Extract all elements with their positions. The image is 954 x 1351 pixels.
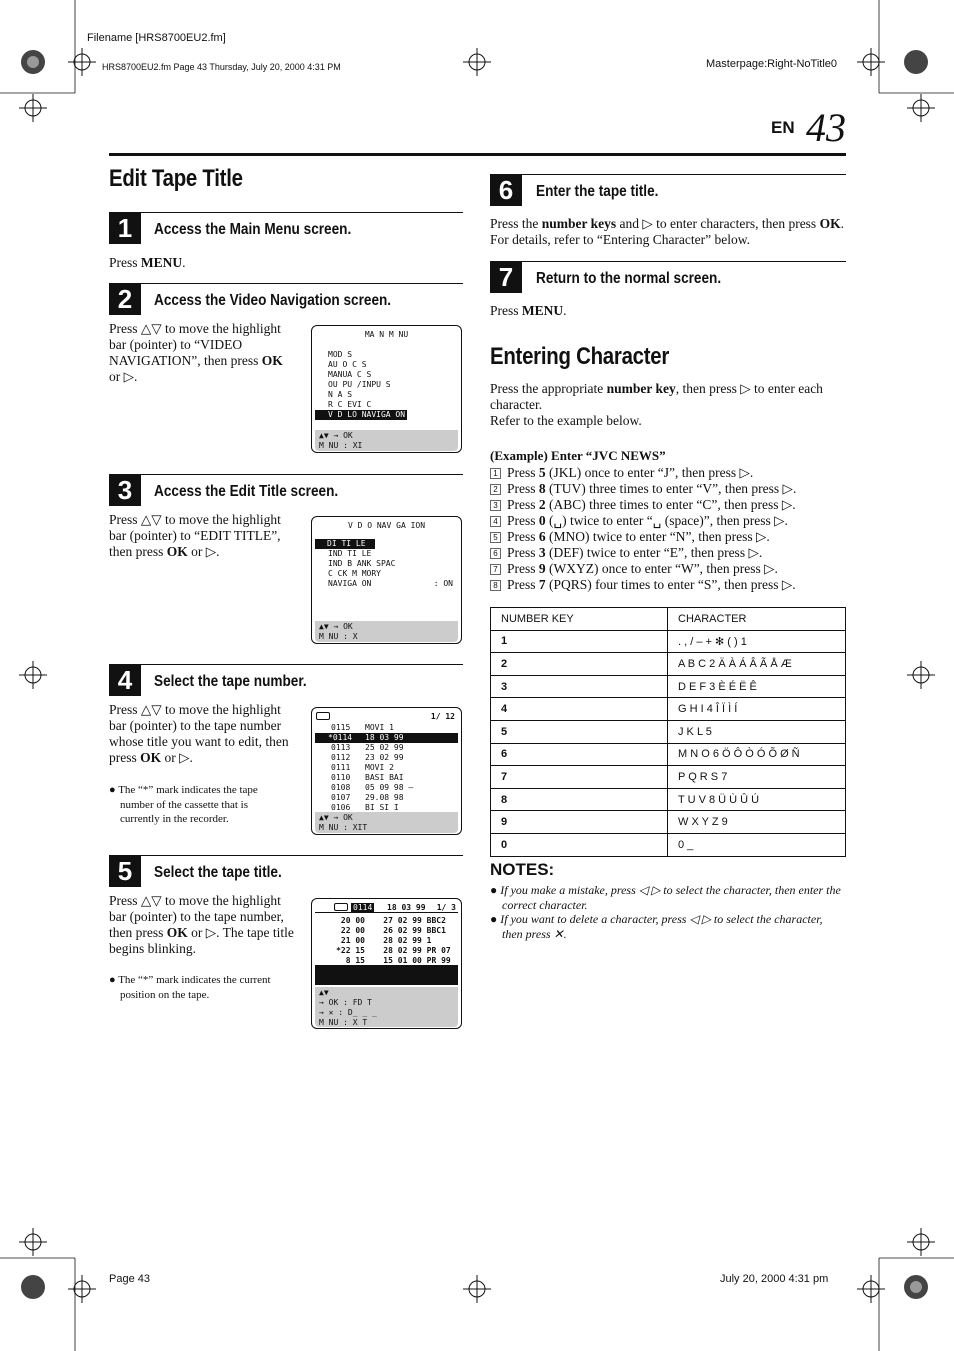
- screen-title: V D O NAV GA ION: [347, 521, 426, 530]
- tape-title: BASI BAI: [365, 773, 404, 782]
- number-key-cell: 5: [491, 720, 668, 743]
- character-cell: G H I 4 Î Ï Ì Í: [668, 698, 846, 721]
- menu-line: AU O C S: [328, 360, 367, 369]
- help-line: ▲▼ → OK: [319, 813, 353, 822]
- step-2-text: Press △▽ to move the highlight bar (pointer) to “VIDEO NAVIGATION”, then press OK or ▷.: [109, 321, 283, 384]
- date-footer: July 20, 2000 4:31 pm: [720, 1273, 829, 1285]
- step-5-number: 5: [109, 855, 141, 887]
- page-count: 1/ 12: [430, 712, 455, 721]
- step-6-rule: [490, 174, 846, 175]
- step-3-rule: [109, 474, 463, 475]
- tape-number: 0106: [331, 803, 351, 812]
- tape-info-header: [315, 903, 458, 913]
- table-row: [491, 811, 846, 834]
- tape-date: 18 03 99: [387, 903, 426, 912]
- tape-title: MOVI 1: [365, 723, 394, 732]
- screen-help-bar: [315, 621, 458, 642]
- tape-title: 23 02 99: [365, 753, 404, 762]
- menu-line: IND TI LE: [328, 549, 372, 558]
- character-cell: M N O 6 Ö Ô Ò Ó Õ Ø Ñ: [668, 743, 846, 766]
- program-channel: PR 07: [426, 946, 451, 955]
- tape-title: MOVI 2: [365, 763, 394, 772]
- section-title: Entering Character: [490, 343, 670, 370]
- tape-number: 0110: [331, 773, 351, 782]
- number-key-cell: 8: [491, 788, 668, 811]
- character-cell: 0 _: [668, 833, 846, 856]
- program-channel: 1: [426, 936, 432, 945]
- menu-highlight: V D LO NAVIGA ON: [315, 410, 407, 420]
- step-1-title: Access the Main Menu screen.: [154, 221, 352, 238]
- menu-line: OU PU /INPU S: [328, 380, 391, 389]
- table-header: CHARACTER: [668, 608, 846, 631]
- number-key-cell: 9: [491, 811, 668, 834]
- help-line: → OK : FD T: [319, 998, 372, 1007]
- character-cell: T U V 8 Ü Ù Û Ú: [668, 788, 846, 811]
- tape-number: 0112: [331, 753, 351, 762]
- tape-number: 0107: [331, 793, 351, 802]
- tape-title: 05 09 98 –: [365, 783, 414, 792]
- menu-line: N A S: [328, 390, 353, 399]
- help-line: M NU : XIT: [319, 823, 368, 832]
- table-row: [491, 698, 846, 721]
- program-channel: PR 99: [426, 956, 451, 965]
- tape-number: 0108: [331, 783, 351, 792]
- help-line: ▲▼ → OK: [319, 622, 353, 631]
- character-cell: P Q R S 7: [668, 766, 846, 789]
- screen-help-bar: [315, 812, 458, 833]
- table-row: [491, 675, 846, 698]
- help-line: ▲▼ → OK: [319, 431, 353, 440]
- tape-number: 0111: [331, 763, 351, 772]
- character-cell: . , / – + ✻ ( ) 1: [668, 630, 846, 653]
- tape-title: BI SI I: [365, 803, 399, 812]
- help-line: M NU : X: [319, 632, 358, 641]
- screen-tape-title: [311, 898, 462, 1029]
- step-7-rule: [490, 261, 846, 262]
- table-row: [491, 788, 846, 811]
- program-time: *22 15: [336, 946, 365, 955]
- number-key-cell: 1: [491, 630, 668, 653]
- table-row: [491, 653, 846, 676]
- table-row: [491, 630, 846, 653]
- program-date: 15 01 00: [383, 956, 422, 965]
- step-3-title: Access the Edit Title screen.: [154, 483, 339, 500]
- example-step: 8 Press 7 (PQRS) four times to enter “S”, then press ▷.: [490, 577, 850, 593]
- number-key-cell: 7: [491, 766, 668, 789]
- program-date: 26 02 99: [383, 926, 422, 935]
- step-2-title: Access the Video Navigation screen.: [154, 292, 392, 309]
- filename-label: Filename [HRS8700EU2.fm]: [87, 32, 226, 44]
- step-1-rule: [109, 212, 463, 213]
- character-table: [490, 607, 846, 857]
- screen-title: MA N M NU: [364, 330, 409, 339]
- example-list: [490, 465, 850, 593]
- program-channel: BBC2: [426, 916, 446, 925]
- step-3-number: 3: [109, 474, 141, 506]
- step-6-text: Press the number keys and ▷ to enter characters, then press OK. For details, refer to “Entering Character” below.: [490, 216, 844, 247]
- example-step: 4 Press 0 (␣) twice to enter “␣ (space)”, then press ▷.: [490, 513, 850, 529]
- character-cell: D E F 3 È É Ë Ê: [668, 675, 846, 698]
- program-channel: BBC1: [426, 926, 446, 935]
- program-date: 28 02 99: [383, 936, 422, 945]
- step-3-text: Press △▽ to move the highlight bar (pointer) to “EDIT TITLE”, then press OK or ▷.: [109, 512, 281, 559]
- example-step: 7 Press 9 (WXYZ) once to enter “W”, then press ▷.: [490, 561, 850, 577]
- help-line: ▲▼: [319, 988, 329, 997]
- step-1-text: Press MENU.: [109, 255, 186, 270]
- example-step: 2 Press 8 (TUV) three times to enter “V”, then press ▷.: [490, 481, 850, 497]
- help-line: → ✕ : D_ _ _: [319, 1008, 377, 1017]
- menu-line: IND B ANK SPAC: [328, 559, 396, 568]
- menu-line: MANUA C S: [328, 370, 372, 379]
- step-6-title: Enter the tape title.: [536, 183, 659, 200]
- program-time: 8 15: [345, 956, 365, 965]
- step-5-title: Select the tape title.: [154, 864, 282, 881]
- fileinfo-label: HRS8700EU2.fm Page 43 Thursday, July 20, 2000 4:31 PM: [102, 62, 341, 72]
- step-7-title: Return to the normal screen.: [536, 270, 722, 287]
- character-cell: W X Y Z 9: [668, 811, 846, 834]
- table-row: [491, 766, 846, 789]
- screen-main-menu: [311, 325, 462, 453]
- example-step: 5 Press 6 (MNO) twice to enter “N”, then press ▷.: [490, 529, 850, 545]
- table-header-row: [491, 608, 846, 631]
- number-key-cell: 6: [491, 743, 668, 766]
- table-header: NUMBER KEY: [491, 608, 668, 631]
- tape-title: 18 03 99: [365, 733, 404, 742]
- tape-icon: [334, 903, 348, 911]
- tape-number: 0114: [353, 903, 373, 912]
- step-2-number: 2: [109, 283, 141, 315]
- note-item: ● If you make a mistake, press ◁ ▷ to select the character, then enter the correct character.: [490, 883, 841, 912]
- program-date: 28 02 99: [383, 946, 422, 955]
- number-key-cell: 0: [491, 833, 668, 856]
- character-cell: A B C 2 Ä À Á Â Ã Å Æ: [668, 653, 846, 676]
- tape-icon: [316, 712, 330, 720]
- tape-title: 25 02 99: [365, 743, 404, 752]
- example-title: (Example) Enter “JVC NEWS”: [490, 448, 666, 463]
- example-step: 1 Press 5 (JKL) once to enter “J”, then press ▷.: [490, 465, 850, 481]
- tape-number: 0115: [331, 723, 351, 732]
- menu-line: NAVIGA ON: [328, 579, 372, 588]
- tape-number: *0114: [328, 733, 353, 742]
- page-title: Edit Tape Title: [109, 165, 243, 192]
- step-2-rule: [109, 283, 463, 284]
- step-4-bullet: ● The “*” mark indicates the tape number of the cassette that is currently in the recorder.: [109, 784, 258, 825]
- step-1-number: 1: [109, 212, 141, 244]
- step-4-text: Press △▽ to move the highlight bar (pointer) to the tape number whose title you want to edit, then press OK or ▷.: [109, 702, 289, 765]
- program-time: 21 00: [340, 936, 365, 945]
- help-line: M NU : X T: [319, 1018, 368, 1027]
- step-4-number: 4: [109, 664, 141, 696]
- tape-title: 29.08 98: [365, 793, 404, 802]
- screen-video-navigation: [311, 516, 462, 644]
- step-7-text: Press MENU.: [490, 303, 567, 318]
- tape-number: 0113: [331, 743, 351, 752]
- number-key-cell: 4: [491, 698, 668, 721]
- table-row: [491, 833, 846, 856]
- table-row: [491, 720, 846, 743]
- program-time: 20 00: [340, 916, 365, 925]
- program-date: 27 02 99: [383, 916, 422, 925]
- step-5-rule: [109, 855, 463, 856]
- title-edit-bar: [315, 965, 458, 985]
- step-5-text: Press △▽ to move the highlight bar (pointer) to the tape number, then press OK or ▷. The tape title begins blinking.: [109, 893, 294, 956]
- example-step: 6 Press 3 (DEF) twice to enter “E”, then press ▷.: [490, 545, 850, 561]
- note-item: ● If you want to delete a character, press ◁ ▷ to select the character, then press ✕.: [490, 912, 823, 941]
- program-time: 22 00: [340, 926, 365, 935]
- menu-line: R C EVI C: [328, 400, 372, 409]
- menu-highlight: DI TI LE: [315, 539, 375, 549]
- page-number: 43: [806, 105, 846, 150]
- step-4-title: Select the tape number.: [154, 673, 307, 690]
- step-7-number: 7: [490, 261, 522, 293]
- menu-line: C CK M MORY: [328, 569, 381, 578]
- nav-on-value: : ON: [433, 579, 453, 588]
- example-step: 3 Press 2 (ABC) three times to enter “C”, then press ▷.: [490, 497, 850, 513]
- header-rule: [109, 153, 846, 156]
- step-4-rule: [109, 664, 463, 665]
- masterpage-label: Masterpage:Right-NoTitle0: [706, 58, 838, 70]
- screen-tape-list: [311, 707, 462, 835]
- number-key-cell: 3: [491, 675, 668, 698]
- help-line: M NU : XI: [319, 441, 363, 450]
- page-footer: Page 43: [109, 1273, 150, 1285]
- screen-help-bar: [315, 430, 458, 451]
- menu-line: MOD S: [328, 350, 353, 359]
- step-6-number: 6: [490, 174, 522, 206]
- lang-label: EN: [771, 118, 795, 137]
- notes-title: NOTES:: [490, 860, 555, 879]
- number-key-cell: 2: [491, 653, 668, 676]
- screen-help-bar: [315, 987, 458, 1027]
- table-row: [491, 743, 846, 766]
- page-count: 1/ 3: [436, 903, 456, 912]
- entering-intro: Press the appropriate number key, then press ▷ to enter each character. Refer to the example below.: [490, 381, 823, 428]
- character-cell: J K L 5: [668, 720, 846, 743]
- step-5-bullet: ● The “*” mark indicates the current position on the tape.: [109, 974, 271, 1001]
